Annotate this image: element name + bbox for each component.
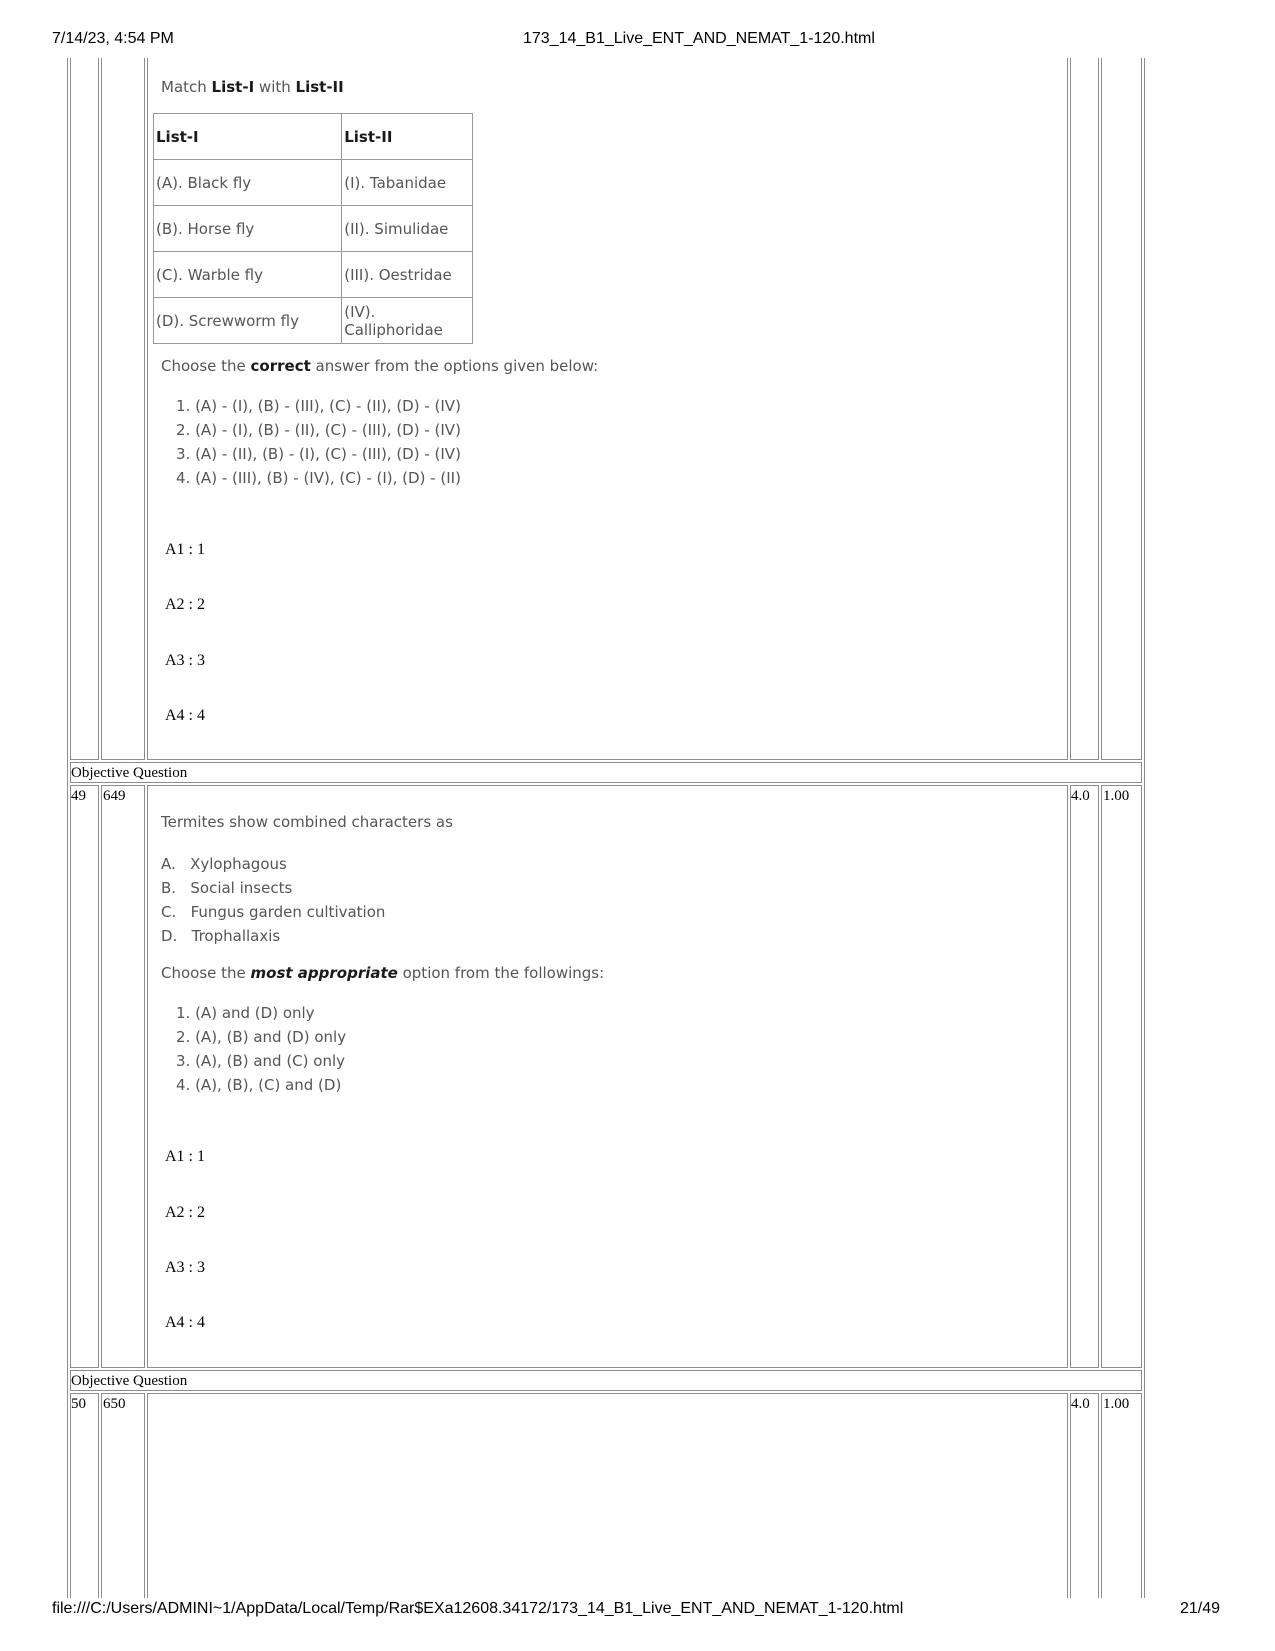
answer-option: A4 : 4 [165, 707, 205, 724]
section-label-row [70, 1370, 1142, 1391]
q49-neg-cell [1101, 785, 1142, 1368]
list-1-item: (D). Screwworm fly [154, 298, 342, 344]
answer-option: A2 : 2 [165, 596, 205, 613]
list-1-header: List-I [154, 114, 342, 160]
answer-option: A1 : 1 [165, 541, 205, 558]
q50-body-cell [147, 1393, 1068, 1598]
q50-qid-cell [101, 1393, 145, 1598]
print-doc-title: 173_14_B1_Live_ENT_AND_NEMAT_1-120.html [523, 30, 875, 47]
q48-neg-cell [1101, 58, 1142, 760]
match-table-row [154, 160, 473, 206]
statement-item: A. Xylophagous [161, 855, 287, 873]
list-2-item: (II). Simulidae [342, 206, 473, 252]
list-1-item: (A). Black fly [154, 160, 342, 206]
section-label: Objective Question [71, 1373, 188, 1389]
q48-qid-cell [101, 58, 145, 760]
q50-neg-cell [1101, 1393, 1142, 1598]
list-2-item: (I). Tabanidae [342, 160, 473, 206]
statement-item: D. Trophallaxis [161, 927, 281, 945]
negative-marks: 1.00 [1103, 788, 1130, 804]
q49-marks-cell [1070, 785, 1099, 1368]
list-1-item: (B). Horse fly [154, 206, 342, 252]
option-item: 4. (A), (B), (C) and (D) [176, 1076, 342, 1094]
list-2-item: (IV). Calliphoridae [342, 298, 473, 344]
q48-sno-cell [70, 58, 99, 760]
match-table-row [154, 252, 473, 298]
list-2-header: List-II [342, 114, 473, 160]
print-datetime: 7/14/23, 4:54 PM [52, 30, 174, 47]
print-file-path: file:///C:/Users/ADMINI~1/AppData/Local/Temp/Rar$EXa12608.34172/173_14_B1_Live_ENT_AND_NEMAT_1-120.html [52, 1600, 904, 1617]
option-item: 1. (A) and (D) only [176, 1004, 315, 1022]
option-item: 3. (A) - (II), (B) - (I), (C) - (III), (D) - (IV) [176, 445, 461, 463]
question-id: 650 [103, 1396, 126, 1412]
question-marks: 4.0 [1071, 788, 1090, 804]
answer-option: A3 : 3 [165, 1259, 205, 1276]
list-1-item: (C). Warble fly [154, 252, 342, 298]
q49-qid-cell [101, 785, 145, 1368]
statement-item: B. Social insects [161, 879, 293, 897]
section-label: Objective Question [71, 765, 188, 781]
section-label-row [70, 762, 1142, 783]
option-item: 2. (A) - (I), (B) - (II), (C) - (III), (D) - (IV) [176, 421, 461, 439]
match-table-header [154, 114, 473, 160]
match-table [153, 113, 473, 344]
q50-sno-cell [70, 1393, 99, 1598]
option-item: 4. (A) - (III), (B) - (IV), (C) - (I), (D) - (II) [176, 469, 461, 487]
question-id: 649 [103, 788, 126, 804]
match-table-row [154, 206, 473, 252]
option-item: 1. (A) - (I), (B) - (III), (C) - (II), (D) - (IV) [176, 397, 461, 415]
statement-item: C. Fungus garden cultivation [161, 903, 386, 921]
option-item: 2. (A), (B) and (D) only [176, 1028, 347, 1046]
print-page-number: 21/49 [1180, 1600, 1221, 1617]
question-number: 49 [71, 788, 86, 804]
match-table-row [154, 298, 473, 344]
answer-option: A2 : 2 [165, 1204, 205, 1221]
q49-sno-cell [70, 785, 99, 1368]
q48-intro: Match List-I with List-II [161, 78, 344, 96]
answer-option: A4 : 4 [165, 1314, 205, 1331]
q50-marks-cell [1070, 1393, 1099, 1598]
option-item: 3. (A), (B) and (C) only [176, 1052, 346, 1070]
answer-option: A3 : 3 [165, 652, 205, 669]
negative-marks: 1.00 [1103, 1396, 1130, 1412]
list-2-item: (III). Oestridae [342, 252, 473, 298]
question-marks: 4.0 [1071, 1396, 1090, 1412]
question-number: 50 [71, 1396, 86, 1412]
q48-marks-cell [1070, 58, 1099, 760]
answer-option: A1 : 1 [165, 1148, 205, 1165]
